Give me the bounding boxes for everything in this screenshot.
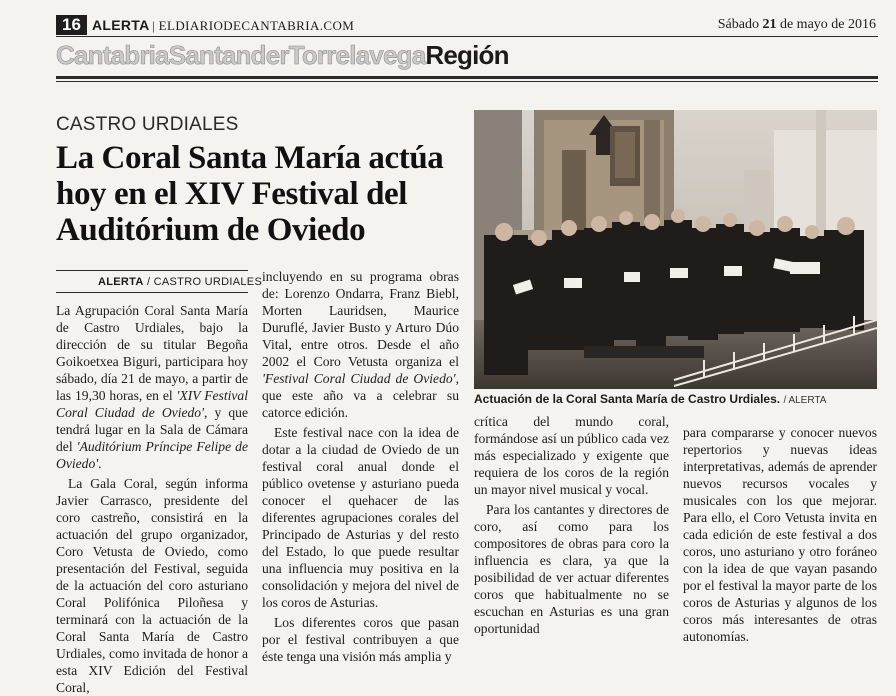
col1-p1-end: . <box>98 456 102 471</box>
article-headline: La Coral Santa María actúa hoy en el XIV Festival del Auditórium de Oviedo <box>56 140 444 248</box>
section-torrelavega: Torrelavega <box>288 40 426 70</box>
paper-website: | ELDIARIODECANTABRIA.COM <box>152 18 355 33</box>
section-region: Región <box>425 40 509 70</box>
col2-p1-text: incluyendo en su programa obras de: Lorenzo Ondarra, Franz Biebl, Morten Lauridsen, Maurice Duruflé, Javier Busto y Arturo Dúo Vital, entre otros. Desde el año 2002 el Coro Vetusta organiza el <box>262 269 459 369</box>
col1-p1-mid: , y que tendrá lugar en la Sala de Cámara del <box>56 405 248 454</box>
byline-rule-top <box>56 270 248 271</box>
article-column-4 <box>683 424 877 645</box>
section-santander: Santander <box>168 40 289 70</box>
section-nav <box>56 40 878 74</box>
col1-paragraph-2: La Gala Coral, según informa Javier Carrasco, presidente del coro castreño, consistirá en la actuación del grupo organizador, Coro Vetusta de Oviedo, como presentación del Festival, seguida de la actuación del coro asturiano Coral Polifónica Piloñesa y terminará con la actuación de la Coral Santa María de Castro Urdiales, como invitada de honor a esta XIV Edición del Festival Coral, <box>56 476 248 695</box>
col4-paragraph-1: para compararse y conocer nuevos repertorios y nuevas ideas interpretativas, además de aprender nuevos recursos vocales y musicales con los que mejorar. Para ello, el Coro Vetusta invita en cada edición de este festival a dos coros, uno asturiano y otro foráneo con la idea de que vayan pasando por el festival la mayor parte de los coros de Asturias y algunos de los coros más interesantes de otras autonomías. <box>683 425 877 644</box>
section-rule-thick <box>56 76 878 79</box>
paper-website-text: ELDIARIODECANTABRIA.COM <box>158 18 355 33</box>
col2-paragraph-3: Los diferentes coros que pasan por el festival contribuyen a que éste tenga una visión más amplia y <box>262 615 459 664</box>
col1-paragraph-1 <box>56 302 248 472</box>
section-rule-thin <box>56 81 878 82</box>
photo-credit: / ALERTA <box>783 395 827 406</box>
photo-caption-text: Actuación de la Coral Santa María de Castro Urdiales. <box>474 392 781 406</box>
col2-p1-italic: 'Festival Coral Ciudad de Oviedo' <box>262 371 456 386</box>
page-number: 16 <box>56 15 87 35</box>
col3-paragraph-1: crítica del mundo coral, formándose así un público cada vez más especializado y exigente que requiera de los coros de la región un mayor nivel musical y vocal. <box>474 414 669 497</box>
section-cantabria: Cantabria <box>56 40 169 70</box>
byline-source: ALERTA <box>98 276 144 288</box>
article-column-1 <box>56 302 248 696</box>
col1-p1-text: La Agrupación Coral Santa María de Castro Urdiales, bajo la dirección de su titular Begoña Goikoetxea Biguri, participara hoy sábado, día 21 de mayo, a partir de las 19,30 horas, en el <box>56 303 248 403</box>
article-column-2 <box>262 268 459 665</box>
choir-photo-illustration <box>474 110 877 389</box>
article-photo <box>474 110 877 389</box>
col2-paragraph-1 <box>262 268 459 421</box>
col1-p1-italic2: 'Auditórium Príncipe Felipe de Oviedo' <box>56 439 248 471</box>
page-header <box>56 14 878 36</box>
byline-location: / CASTRO URDIALES <box>146 276 263 288</box>
article-column-3 <box>474 413 669 637</box>
header-rule <box>56 36 878 37</box>
photo-caption <box>474 392 878 406</box>
issue-date-rest: de mayo de 2016 <box>779 17 876 32</box>
col2-paragraph-2: Este festival nace con la idea de dotar a la ciudad de Oviedo de un festival coral anual donde el público ovetense y asturiano pueda conocer el quehacer de las diferentes agrupaciones corales del Principado de Asturias y del resto del Estado, lo que puede resultar una influencia muy positiva en la consolidación y mejora del nivel de los coros de Asturias. <box>262 425 459 610</box>
col1-p1-italic: 'XIV Festival Coral Ciudad de Oviedo' <box>56 388 249 420</box>
issue-date-day: 21 <box>762 17 777 32</box>
byline-rule-bottom <box>56 292 248 293</box>
paper-name: ALERTA <box>92 17 150 33</box>
issue-date <box>718 17 876 33</box>
article-kicker: CASTRO URDIALES <box>56 114 239 135</box>
col3-paragraph-2: Para los cantantes y directores de coro, así como para los compositores de obras para coro la influencia es clara, ya que la posibilidad de ver actuar diferentes coros que habitualmente no se escuchan en Asturias es una gran oportunidad <box>474 502 669 636</box>
issue-date-weekday: Sábado <box>717 17 759 32</box>
col2-p1-end: , que este año va a celebrar su catorce edición. <box>262 371 459 420</box>
article-byline <box>98 276 262 288</box>
